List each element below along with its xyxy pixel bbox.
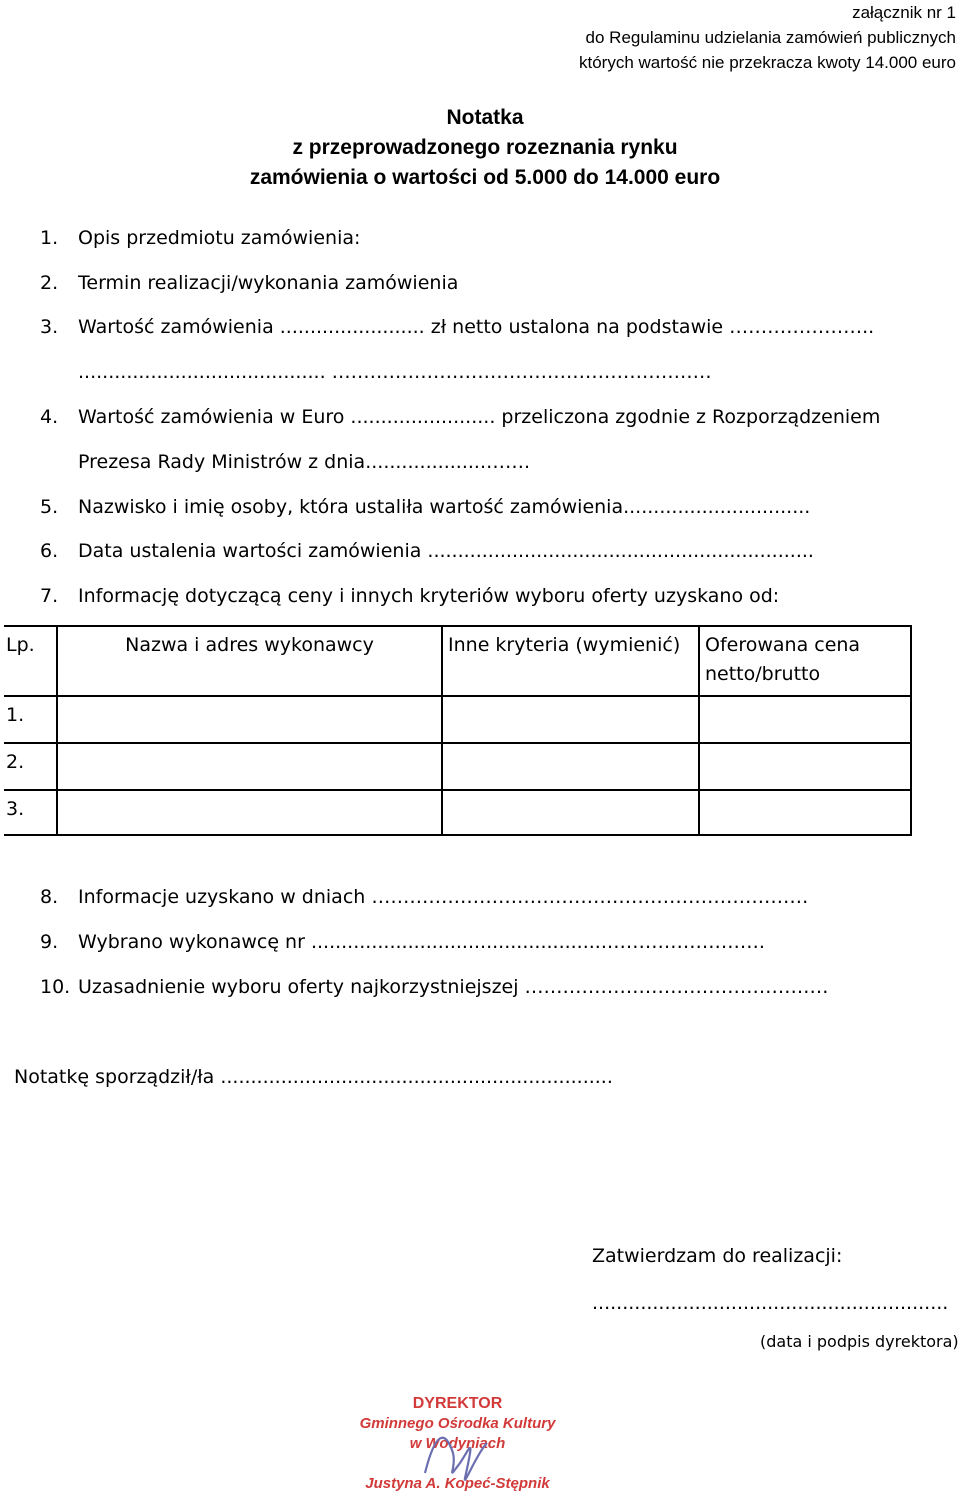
list-item-2	[0, 271, 960, 295]
item-text: Opis przedmiotu zamówienia:	[78, 227, 361, 249]
approval-caption: (data i podpis dyrektora)	[760, 1332, 959, 1351]
list-item-7	[0, 584, 960, 608]
header-criteria: Inne kryteria (wymienić)	[442, 626, 699, 696]
list-item-8	[0, 885, 960, 909]
header-price: Oferowana cena netto/brutto	[699, 626, 911, 696]
item-text: Wartość zamówienia w Euro ........................ przeliczona zgodnie z Rozporządzeniem	[78, 406, 881, 428]
item-text: Wartość zamówienia ........................ zł netto ustalona na podstawie …………………..	[78, 316, 875, 338]
item-text: Nazwisko i imię osoby, która ustaliła wartość zamówienia...............................	[78, 496, 811, 518]
list-item-3	[0, 315, 960, 385]
attachment-header	[579, 0, 956, 75]
regulation-reference: do Regulaminu udzielania zamówień publicznych	[585, 28, 956, 47]
approval-signature-line: ...........................................................	[592, 1292, 949, 1314]
item-number: 10.	[40, 976, 71, 998]
row-number: 2.	[4, 743, 57, 790]
stamp-institution: Gminnego Ośrodka Kultury	[359, 1415, 556, 1432]
header-contractor: Nazwa i adres wykonawcy	[57, 626, 442, 696]
list-item-6	[0, 539, 960, 563]
item-text: Informację dotyczącą ceny i innych kryteriów wyboru oferty uzyskano od:	[78, 585, 780, 607]
stamp-title: DYREKTOR	[412, 1395, 503, 1412]
item-number: 4.	[40, 406, 59, 428]
list-item-10	[0, 975, 960, 999]
row-contractor-cell[interactable]	[57, 743, 442, 790]
title-line-3: zamówienia o wartości od 5.000 do 14.000 euro	[249, 166, 721, 189]
row-contractor-cell[interactable]	[57, 696, 442, 743]
row-number: 3.	[4, 790, 57, 835]
item-number: 7.	[40, 585, 59, 607]
director-stamp	[350, 1395, 565, 1505]
item-number: 3.	[40, 316, 59, 338]
item-number: 6.	[40, 540, 59, 562]
document-title	[0, 103, 960, 193]
item-continuation: Prezesa Rady Ministrów z dnia....................…….	[78, 451, 531, 473]
title-line-1: Notatka	[446, 106, 524, 129]
list-item-1	[0, 226, 960, 250]
row-criteria-cell[interactable]	[442, 790, 699, 835]
item-text: Informacje uzyskano w dniach ……………………………………………………………	[78, 886, 809, 908]
row-criteria-cell[interactable]	[442, 743, 699, 790]
item-text: Uzasadnienie wyboru oferty najkorzystniejszej …………………………………………	[78, 976, 829, 998]
list-item-5	[0, 495, 960, 519]
item-text: Wybrano wykonawcę nr .................................................…………………….	[78, 931, 765, 953]
item-number: 2.	[40, 272, 59, 294]
row-price-cell[interactable]	[699, 790, 911, 835]
list-item-4	[0, 405, 960, 475]
row-price-cell[interactable]	[699, 696, 911, 743]
table-header-row	[4, 626, 911, 696]
item-number: 1.	[40, 227, 59, 249]
list-item-9	[0, 930, 960, 954]
table-row	[4, 790, 911, 835]
row-number: 1.	[4, 696, 57, 743]
row-price-cell[interactable]	[699, 743, 911, 790]
title-line-2: z przeprowadzonego rozeznania rynku	[292, 136, 678, 159]
approval-label: Zatwierdzam do realizacji:	[592, 1245, 843, 1267]
table-row	[4, 696, 911, 743]
table-row	[4, 743, 911, 790]
prepared-by-line: Notatkę sporządził/ła .................................................................	[14, 1066, 613, 1088]
item-number: 8.	[40, 886, 59, 908]
row-criteria-cell[interactable]	[442, 696, 699, 743]
header-lp: Lp.	[4, 626, 57, 696]
offers-table	[4, 625, 912, 836]
row-contractor-cell[interactable]	[57, 790, 442, 835]
stamp-signature-name: Justyna A. Kopeć-Stępnik	[365, 1475, 550, 1492]
amount-limit-note: których wartość nie przekracza kwoty 14.000 euro	[578, 53, 956, 72]
attachment-number: załącznik nr 1	[852, 3, 956, 22]
item-number: 9.	[40, 931, 59, 953]
item-number: 5.	[40, 496, 59, 518]
stamp-location: w Wodyniach	[409, 1435, 506, 1452]
item-continuation: ......................................... ……………………………………………………	[78, 361, 712, 383]
item-text: Termin realizacji/wykonania zamówienia	[78, 272, 459, 294]
item-text: Data ustalenia wartości zamówienia ................................................................	[78, 540, 814, 562]
